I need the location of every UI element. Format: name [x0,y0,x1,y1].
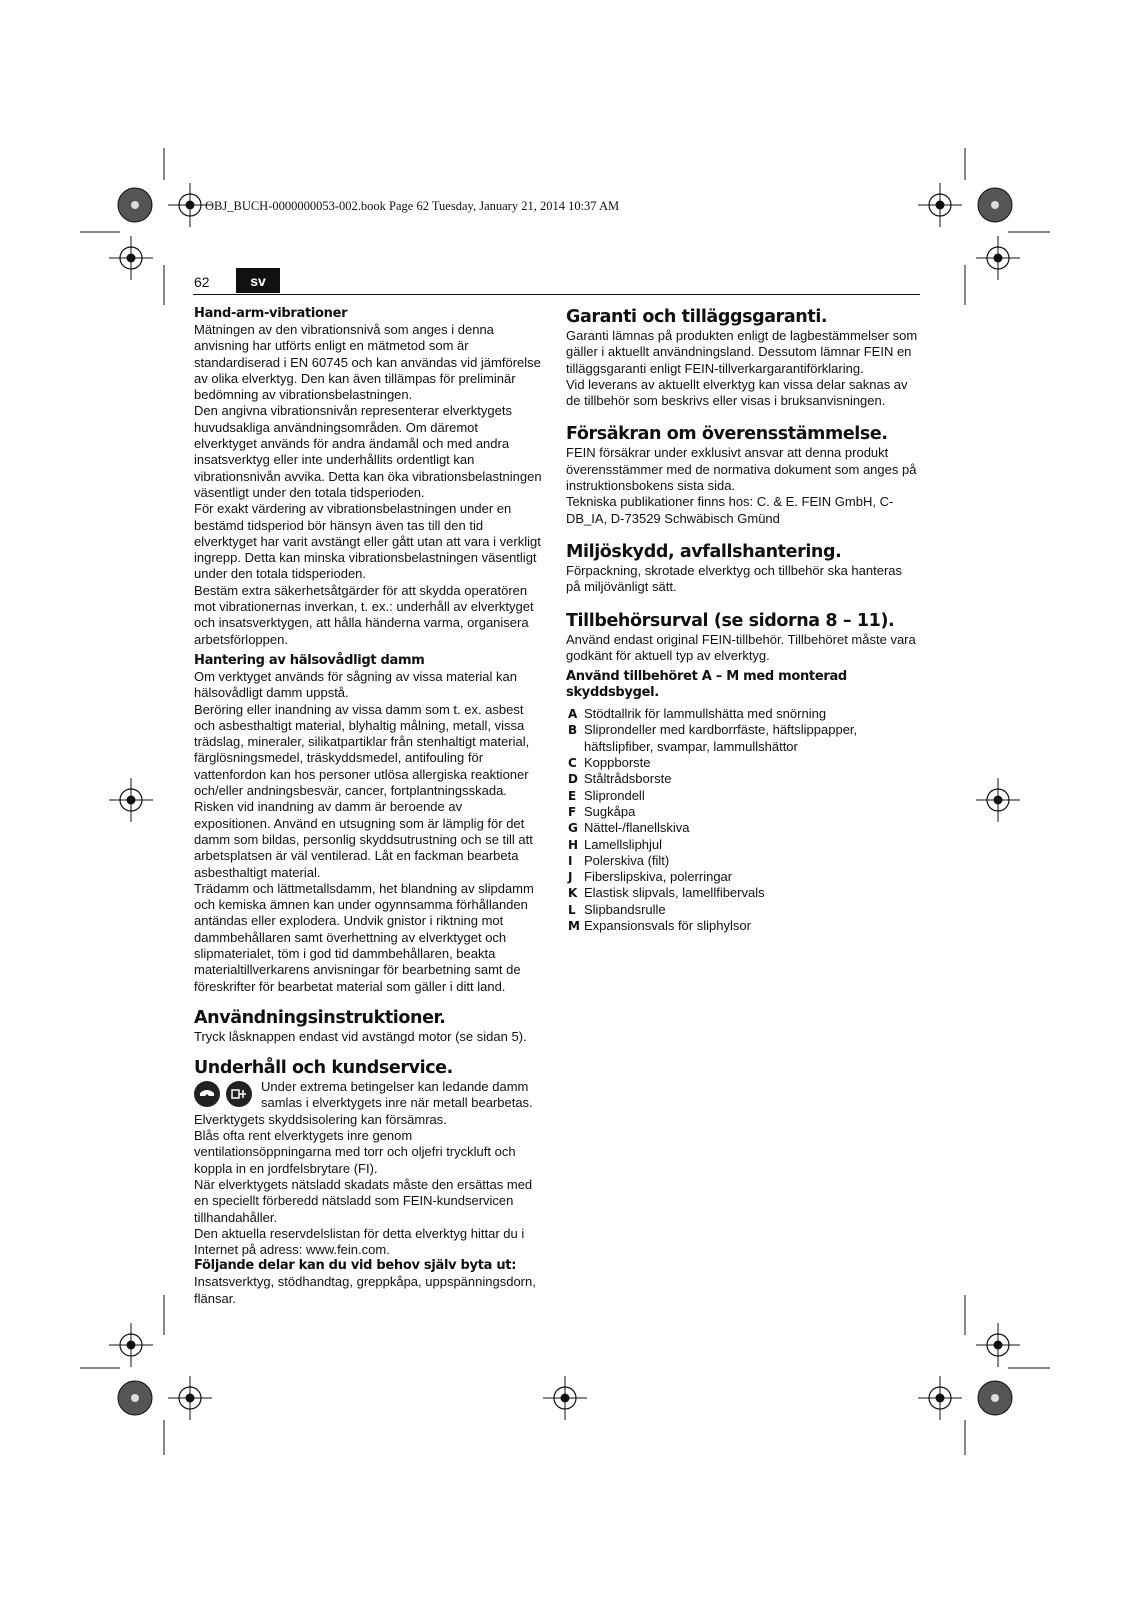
service-warning [194,1079,542,1128]
accessories-list [566,706,918,934]
language-tab: sv [236,268,280,293]
item-text: Sliprondell [584,787,645,803]
warranty-heading: Garanti och tilläggsgaranti. [566,307,828,327]
item-text: Slipbandsrulle [584,901,666,917]
list-item [566,788,918,804]
item-text: Ståltrådsborste [584,771,672,787]
page-number: 62 [194,274,210,290]
service-paragraph: Under extrema betingelser kan ledande damm samlas i elverktygets inre när metall bearbetas. Elverktygets skyddsisolering kan försämras. [194,1079,533,1127]
item-key: D [568,772,578,787]
item-text: Stödtallrik för lammullshätta med snörning [584,706,827,722]
environment-heading: Miljöskydd, avfallshantering. [566,541,842,562]
item-text: Sugkåpa [584,803,636,819]
vibration-paragraph: Den angivna vibrationsnivån representerar elverktygets huvudsakliga användningsområden. Om däremot elverktyget används för andra ändamål och med andra insatsverktyg eller inte underhållits ordentligt kan vibrationsnivån avvika. Detta kan öka vibrationsbelastningen väsentligt under den totala tidsperioden. [194,403,542,500]
list-item [566,706,918,722]
vibration-paragraph: Mätningen av den vibrationsnivå som anges i denna anvisning har utförts enligt en mätmetod som är standardiserad i EN 60745 och kan användas vid jämförelse av olika elverktyg. Den kan även tillämpas för preliminär bedömning av vibrationsbelastningen. [194,322,541,403]
list-item [566,722,918,755]
unplug-icon [226,1081,252,1107]
warning-icons [194,1081,257,1109]
item-key: G [568,821,578,836]
list-item [566,902,918,918]
list-item [566,820,918,836]
usage-heading: Användningsinstruktioner. [194,1007,446,1028]
item-text: Lamellsliphjul [584,836,663,852]
item-key: I [568,853,573,868]
list-item [566,885,918,901]
list-item [566,804,918,820]
item-key: A [568,707,578,722]
right-column [566,306,918,934]
vibration-paragraph: Bestäm extra säkerhetsåtgärder för att skydda operatören mot vibrationernas inverkan, t. ex.: underhåll av elverktyget och insatsverktygen, att hålla händerna varma, organisera arbetsförloppen. [194,582,534,647]
environment-paragraph: Förpackning, skrotade elverktyg och tillbehör ska hanteras på miljövänligt sätt. [566,562,903,595]
item-key: J [568,870,573,885]
warranty-paragraph: Vid leverans av aktuellt elverktyg kan vissa delar saknas av de tillbehör som beskrivs eller visas i bruksanvisningen. [566,376,908,409]
item-key: H [568,837,579,852]
service-paragraph: Insatsverktyg, stödhandtag, greppkåpa, uppspänningsdorn, flänsar. [194,1274,536,1306]
service-paragraph: Blås ofta rent elverktygets inre genom ventilationsöppningarna med torr och oljefri tryckluft och koppla in en jordfelsbrytare (FI). [194,1128,516,1176]
vibration-heading: Hand-arm-vibrationer [194,306,348,321]
conformity-heading: Försäkran om överensstämmelse. [566,424,888,445]
item-key: M [568,919,580,934]
accessories-subheading: Använd tillbehöret A – M med monterad skyddsbygel. [566,669,847,701]
warranty-paragraph: Garanti lämnas på produkten enligt de lagbestämmelser som gäller i aktuellt användningsland. Dessutom lämnar FEIN en tilläggsgaranti enligt FEIN-tillverkargarantiförklaring. [566,328,918,376]
list-item [566,755,918,771]
list-item [566,869,918,885]
goggles-icon [194,1081,220,1107]
item-key: L [568,902,576,917]
dust-paragraph: Trädamm och lättmetallsdamm, het blandning av slipdamm och kemiska ämnen kan under ogynnsamma förhållanden antändas eller explodera. Undvik gnistor i riktning mot dammbehållaren samt överhettning av elverktyget och slipmaterialet, töm i god tid dammbehållaren, beakta materialtillverkarens anvisningar för bearbetning samt de föreskrifter för bearbetat material som gäller i ditt land. [194,880,534,994]
header-rule [193,294,920,295]
item-key: F [568,804,577,819]
item-text: Nättel-/flanellskiva [584,820,690,836]
conformity-paragraph: FEIN försäkrar under exklusivt ansvar att denna produkt överensstämmer med de normativa dokument som anges på instruktionsbokens sista sida. [566,445,917,494]
service-paragraph: När elverktygets nätsladd skadats måste den ersättas med en speciellt förberedd nätsladd som FEIN-kundservicen tillhandahåller. [194,1176,533,1225]
item-text: Expansionsvals för sliphylsor [584,918,751,934]
conformity-paragraph: Tekniska publikationer finns hos: C. & E. FEIN GmbH, C-DB_IA, D-73529 Schwäbisch Gmünd [566,494,894,526]
item-text: Fiberslipskiva, polerringar [584,869,733,885]
item-text: Koppborste [584,755,651,771]
dust-heading: Hantering av hälsovådligt damm [194,652,425,668]
service-heading: Underhåll och kundservice. [194,1058,453,1079]
list-item [566,771,918,787]
item-key: K [568,886,578,901]
item-text: Sliprondeller med kardborrfäste, häftslippapper, häftslipfiber, svampar, lammullshättor [584,722,858,754]
vibration-paragraph: För exakt värdering av vibrationsbelastningen under en bestämd tidsperiod bör hänsyn även tas till den tid elverktyget har varit avstängt eller gått utan att vara i verkligt ingrepp. Detta kan minska vibrationsbelastningen väsentligt under den totala tidsperioden. [194,501,541,582]
list-item [566,837,918,853]
list-item [566,853,918,869]
left-column [194,306,542,1307]
replaceable-parts-heading: Följande delar kan du vid behov själv byta ut: [194,1258,517,1274]
item-text: Polerskiva (filt) [584,852,670,868]
item-key: C [568,756,577,771]
item-key: B [568,723,578,738]
print-header: OBJ_BUCH-0000000053-002.book Page 62 Tuesday, January 21, 2014 10:37 AM [205,199,620,213]
accessories-heading: Tillbehörsurval (se sidorna 8 – 11). [566,610,895,631]
item-key: E [568,788,577,803]
usage-paragraph: Tryck låsknappen endast vid avstängd motor (se sidan 5). [194,1028,527,1044]
accessories-paragraph: Använd endast original FEIN-tillbehör. Tillbehöret måste vara godkänt för aktuell typ av elverktyg. [566,631,916,663]
list-item [566,918,918,934]
dust-paragraph: Om verktyget används för sågning av vissa material kan hälsovådligt damm uppstå. [194,668,517,701]
dust-paragraph: Beröring eller inandning av vissa damm som t. ex. asbest och asbesthaltigt material, blyhaltig målning, metall, vissa trädslag, mineraler, silikatpartiklar från stenhaltigt material, färglösningsmedel, träskyddsmedel, antifouling för vattenfordon kan hos personer utlösa allergiska reaktioner och/eller andningsbesvär, cancer, fortplantningsskada. Risken vid inandning av damm är beroende av expositionen. Använd en utsugning som är lämplig för det damm som bildas, personlig skyddsutrustning och se till att arbetsplatsen är väl ventilerad. Låt en fackman bearbeta asbesthaltigt material. [194,701,533,880]
service-paragraph: Den aktuella reservdelslistan för detta elverktyg hittar du i Internet på adress: www.fein.com. [194,1225,525,1258]
item-text: Elastisk slipvals, lamellfibervals [584,885,765,901]
